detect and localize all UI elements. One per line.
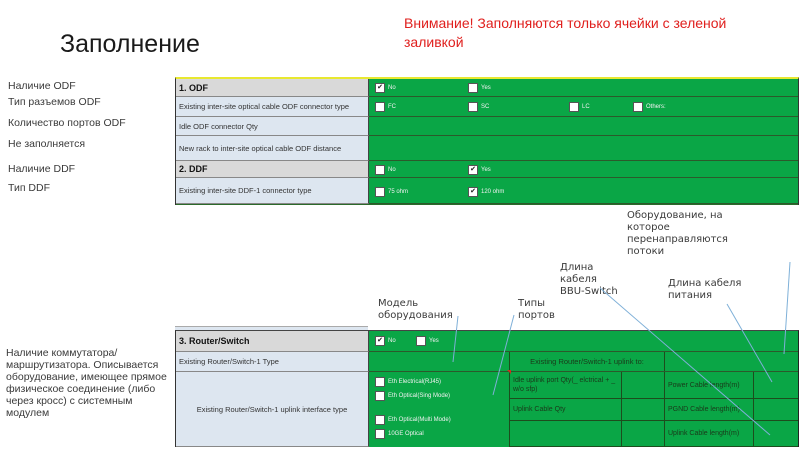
idle-uplink-port-label: Idle uplink port Qty(_ elctrical + _ w/o sfp) (510, 372, 622, 399)
odf-connector-type-label: Existing inter-site optical cable ODF connector type (176, 97, 369, 117)
annotation-router-presence: Наличие коммутатора/маршрутизатора. Описывается оборудование, имеющее прямое физическое соединение (либо через кросс) с системным модулем (6, 347, 167, 419)
10ge-optical-checkbox[interactable]: 10GE Optical (375, 429, 424, 439)
router-header: 3. Router/Switch (176, 331, 369, 352)
ddf-no-checkbox[interactable]: No (375, 165, 396, 175)
annotation-odf-port-count: Количество портов ODF (8, 117, 126, 129)
odf-others-checkbox[interactable]: Others: (633, 102, 666, 112)
eth-optical-single-checkbox[interactable]: Eth Optical(Sing Mode) (375, 391, 450, 401)
annotation-bbu-cable-length: Длина кабеля BBU-Switch (560, 262, 618, 297)
pointer-bbu-cable (600, 288, 770, 435)
pointer-power-cable (727, 304, 772, 382)
checkbox-checked-icon: ✔ (375, 336, 385, 346)
eth-electrical-checkbox[interactable]: Eth Electrical(RJ45) (375, 377, 441, 387)
checkbox-checked-icon: ✔ (468, 165, 478, 175)
checkbox-checked-icon: ✔ (468, 187, 478, 197)
annotation-power-cable-length: Длина кабеля питания (668, 278, 742, 301)
ddf-header: 2. DDF (176, 161, 369, 178)
odf-idle-qty-label: Idle ODF connector Qty (176, 117, 369, 136)
annotation-not-filled: Не заполняется (8, 138, 86, 150)
pointer-redirect-equipment (784, 262, 790, 354)
odf-yes-checkbox[interactable]: Yes (468, 83, 491, 93)
odf-header: 1. ODF (176, 79, 369, 97)
ddf-yes-checkbox[interactable]: ✔ Yes (468, 165, 491, 175)
warning-message: Внимание! Заполняются только ячейки с зеленой заливкой (404, 15, 727, 50)
router-no-checkbox[interactable]: ✔ No (375, 336, 396, 346)
router-yes-checkbox[interactable]: Yes (416, 336, 439, 346)
annotation-odf-connector-type: Тип разъемов ODF (8, 96, 101, 108)
annotation-ddf-type: Тип DDF (8, 182, 50, 194)
ddf-120ohm-checkbox[interactable]: ✔ 120 ohm (468, 187, 504, 197)
ddf-75ohm-checkbox[interactable]: 75 ohm (375, 187, 408, 197)
uplink-cable-length-label: Uplink Cable length(m) (665, 421, 754, 447)
uplink-cable-qty-label: Uplink Cable Qty (510, 399, 622, 421)
odf-lc-checkbox[interactable]: LC (569, 102, 590, 112)
annotation-odf-presence: Наличие ODF (8, 80, 76, 92)
odf-fc-checkbox[interactable]: FC (375, 102, 396, 112)
ddf-connector-type-label: Existing inter-site DDF-1 connector type (176, 178, 369, 204)
router-interface-label: Existing Router/Switch-1 uplink interface type (176, 372, 369, 447)
pgnd-cable-label: PGND Cable length(m) (665, 399, 754, 421)
pointer-equipment-model (453, 316, 458, 362)
annotation-ddf-presence: Наличие DDF (8, 163, 76, 175)
pointer-port-types (493, 315, 514, 395)
eth-optical-multi-checkbox[interactable]: Eth Optical(Multi Mode) (375, 415, 451, 425)
annotation-port-types: Типы портов (518, 298, 555, 321)
checkbox-checked-icon: ✔ (375, 83, 385, 93)
odf-distance-label: New rack to inter-site optical cable ODF distance (176, 136, 369, 161)
annotation-equipment-model: Модель оборудования (378, 298, 453, 321)
odf-no-checkbox[interactable]: ✔ No (375, 83, 396, 93)
router-type-label: Existing Router/Switch-1 Type (176, 352, 369, 372)
page-title: Заполнение (60, 30, 200, 58)
power-cable-label: Power Cable length(m) (665, 372, 754, 399)
odf-sc-checkbox[interactable]: SC (468, 102, 489, 112)
annotation-redirect-equipment: Оборудование, на которое перенаправляются потоки (627, 210, 728, 257)
uplink-to-label: Existing Router/Switch-1 uplink to: (510, 352, 665, 371)
